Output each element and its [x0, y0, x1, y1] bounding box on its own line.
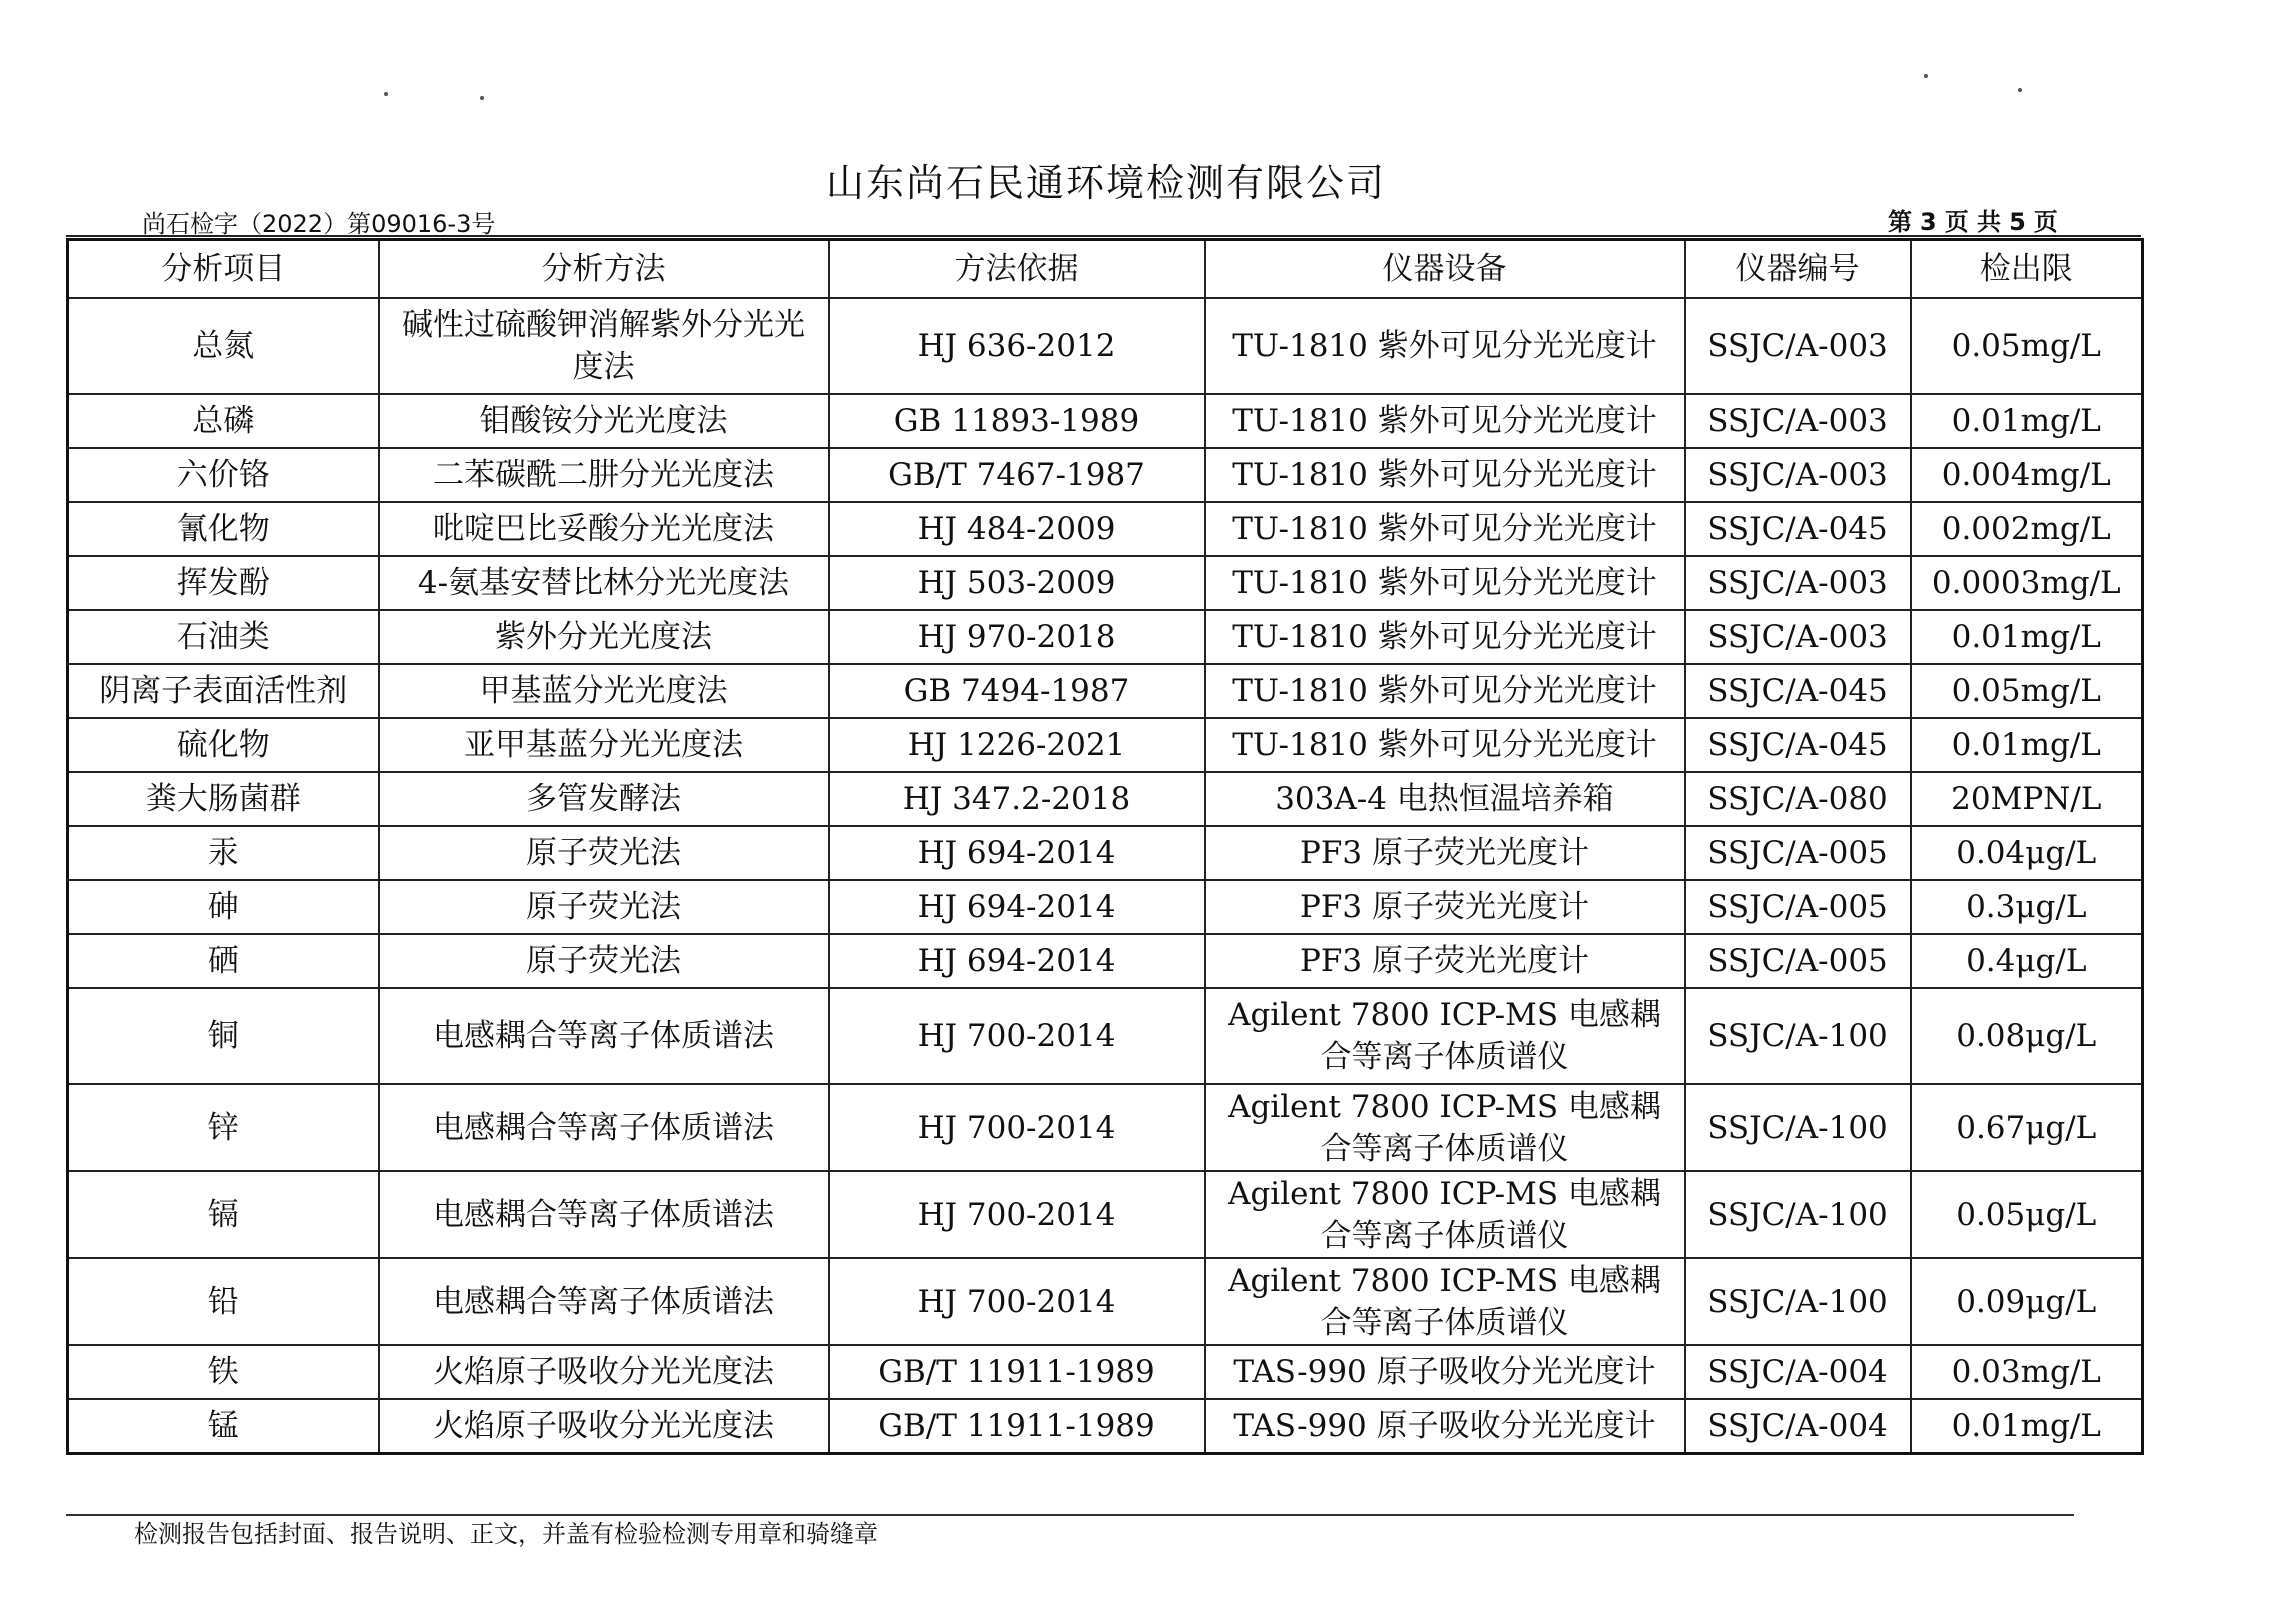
table-header-row [68, 240, 2143, 299]
cell-instrument: Agilent 7800 ICP-MS 电感耦合等离子体质谱仪 [1205, 1258, 1685, 1345]
cell-item: 阴离子表面活性剂 [68, 664, 379, 718]
cell-standard: HJ 484-2009 [829, 502, 1205, 556]
cell-limit: 0.09μg/L [1911, 1258, 2143, 1345]
table-row [68, 1399, 2143, 1454]
cell-instrument: PF3 原子荧光光度计 [1205, 934, 1685, 988]
cell-standard: HJ 1226-2021 [829, 718, 1205, 772]
cell-limit: 0.01mg/L [1911, 1399, 2143, 1454]
cell-instrument: TU-1810 紫外可见分光光度计 [1205, 610, 1685, 664]
cell-limit: 0.04μg/L [1911, 826, 2143, 880]
cell-item: 锰 [68, 1399, 379, 1454]
cell-standard: GB 11893-1989 [829, 394, 1205, 448]
table-row [68, 1345, 2143, 1399]
table-row [68, 298, 2143, 394]
cell-standard: HJ 347.2-2018 [829, 772, 1205, 826]
cell-item: 六价铬 [68, 448, 379, 502]
cell-code: SSJC/A-004 [1685, 1345, 1911, 1399]
table-row [68, 1171, 2143, 1258]
cell-instrument: TU-1810 紫外可见分光光度计 [1205, 664, 1685, 718]
cell-limit: 20MPN/L [1911, 772, 2143, 826]
cell-code: SSJC/A-005 [1685, 826, 1911, 880]
scan-speck [1924, 74, 1928, 78]
cell-standard: GB 7494-1987 [829, 664, 1205, 718]
table-row [68, 880, 2143, 934]
table-row [68, 556, 2143, 610]
cell-limit: 0.08μg/L [1911, 988, 2143, 1084]
cell-limit: 0.3μg/L [1911, 880, 2143, 934]
cell-instrument: 303A-4 电热恒温培养箱 [1205, 772, 1685, 826]
cell-code: SSJC/A-045 [1685, 718, 1911, 772]
cell-item: 石油类 [68, 610, 379, 664]
table-row [68, 718, 2143, 772]
cell-code: SSJC/A-100 [1685, 1084, 1911, 1171]
cell-standard: HJ 694-2014 [829, 880, 1205, 934]
scan-speck [384, 92, 388, 96]
cell-code: SSJC/A-005 [1685, 880, 1911, 934]
page-total: 5 [2009, 208, 2026, 236]
cell-standard: GB/T 11911-1989 [829, 1399, 1205, 1454]
cell-instrument: PF3 原子荧光光度计 [1205, 826, 1685, 880]
col-header-item: 分析项目 [68, 240, 379, 299]
page-current: 3 [1920, 208, 1937, 236]
page-indicator [1884, 202, 2062, 237]
cell-limit: 0.03mg/L [1911, 1345, 2143, 1399]
cell-standard: HJ 700-2014 [829, 1171, 1205, 1258]
report-number: 尚石检字（2022）第09016-3号 [142, 210, 496, 238]
page-suffix: 页 [2033, 208, 2058, 236]
cell-instrument: TU-1810 紫外可见分光光度计 [1205, 502, 1685, 556]
col-header-standard: 方法依据 [829, 240, 1205, 299]
cell-instrument: TU-1810 紫外可见分光光度计 [1205, 556, 1685, 610]
cell-code: SSJC/A-003 [1685, 556, 1911, 610]
page-prefix: 第 [1888, 208, 1912, 236]
cell-method: 紫外分光光度法 [379, 610, 829, 664]
cell-item: 镉 [68, 1171, 379, 1258]
cell-standard: HJ 503-2009 [829, 556, 1205, 610]
cell-method: 原子荧光法 [379, 934, 829, 988]
cell-code: SSJC/A-045 [1685, 502, 1911, 556]
cell-item: 硒 [68, 934, 379, 988]
cell-code: SSJC/A-100 [1685, 1258, 1911, 1345]
cell-item: 总氮 [68, 298, 379, 394]
cell-standard: HJ 700-2014 [829, 988, 1205, 1084]
cell-code: SSJC/A-100 [1685, 988, 1911, 1084]
cell-limit: 0.05μg/L [1911, 1171, 2143, 1258]
cell-standard: HJ 700-2014 [829, 1258, 1205, 1345]
table-row [68, 988, 2143, 1084]
cell-method: 亚甲基蓝分光光度法 [379, 718, 829, 772]
cell-standard: HJ 700-2014 [829, 1084, 1205, 1171]
cell-code: SSJC/A-005 [1685, 934, 1911, 988]
cell-limit: 0.004mg/L [1911, 448, 2143, 502]
cell-method: 4-氨基安替比林分光光度法 [379, 556, 829, 610]
cell-instrument: Agilent 7800 ICP-MS 电感耦合等离子体质谱仪 [1205, 988, 1685, 1084]
cell-limit: 0.0003mg/L [1911, 556, 2143, 610]
cell-method: 钼酸铵分光光度法 [379, 394, 829, 448]
footer-note: 检测报告包括封面、报告说明、正文，并盖有检验检测专用章和骑缝章 [134, 1520, 878, 1548]
table-row [68, 664, 2143, 718]
cell-method: 电感耦合等离子体质谱法 [379, 988, 829, 1084]
table-row [68, 934, 2143, 988]
cell-instrument: TU-1810 紫外可见分光光度计 [1205, 298, 1685, 394]
cell-standard: GB/T 11911-1989 [829, 1345, 1205, 1399]
cell-instrument: TU-1810 紫外可见分光光度计 [1205, 718, 1685, 772]
cell-code: SSJC/A-003 [1685, 448, 1911, 502]
cell-limit: 0.05mg/L [1911, 664, 2143, 718]
cell-limit: 0.01mg/L [1911, 718, 2143, 772]
cell-item: 粪大肠菌群 [68, 772, 379, 826]
table-row [68, 394, 2143, 448]
cell-code: SSJC/A-004 [1685, 1399, 1911, 1454]
cell-limit: 0.67μg/L [1911, 1084, 2143, 1171]
table-row [68, 1258, 2143, 1345]
cell-limit: 0.01mg/L [1911, 610, 2143, 664]
col-header-limit: 检出限 [1911, 240, 2143, 299]
cell-standard: GB/T 7467-1987 [829, 448, 1205, 502]
cell-method: 电感耦合等离子体质谱法 [379, 1084, 829, 1171]
table-row [68, 826, 2143, 880]
cell-method: 电感耦合等离子体质谱法 [379, 1171, 829, 1258]
cell-standard: HJ 970-2018 [829, 610, 1205, 664]
cell-limit: 0.002mg/L [1911, 502, 2143, 556]
scan-speck [480, 96, 484, 100]
cell-code: SSJC/A-100 [1685, 1171, 1911, 1258]
analysis-methods-table [66, 238, 2144, 1455]
cell-item: 汞 [68, 826, 379, 880]
cell-item: 铅 [68, 1258, 379, 1345]
cell-standard: HJ 694-2014 [829, 826, 1205, 880]
scan-speck [2018, 88, 2022, 92]
cell-code: SSJC/A-045 [1685, 664, 1911, 718]
cell-method: 火焰原子吸收分光光度法 [379, 1345, 829, 1399]
cell-limit: 0.05mg/L [1911, 298, 2143, 394]
cell-code: SSJC/A-080 [1685, 772, 1911, 826]
cell-instrument: TAS-990 原子吸收分光光度计 [1205, 1345, 1685, 1399]
cell-instrument: Agilent 7800 ICP-MS 电感耦合等离子体质谱仪 [1205, 1171, 1685, 1258]
cell-item: 挥发酚 [68, 556, 379, 610]
cell-limit: 0.01mg/L [1911, 394, 2143, 448]
cell-method: 碱性过硫酸钾消解紫外分光光度法 [379, 298, 829, 394]
cell-item: 总磷 [68, 394, 379, 448]
col-header-method: 分析方法 [379, 240, 829, 299]
cell-code: SSJC/A-003 [1685, 610, 1911, 664]
table-row [68, 448, 2143, 502]
cell-method: 原子荧光法 [379, 880, 829, 934]
cell-method: 多管发酵法 [379, 772, 829, 826]
table-row [68, 610, 2143, 664]
col-header-instrument: 仪器设备 [1205, 240, 1685, 299]
table-row [68, 1084, 2143, 1171]
cell-item: 铜 [68, 988, 379, 1084]
cell-standard: HJ 694-2014 [829, 934, 1205, 988]
company-title: 山东尚石民通环境检测有限公司 [825, 161, 1386, 205]
cell-method: 二苯碳酰二肼分光光度法 [379, 448, 829, 502]
cell-code: SSJC/A-003 [1685, 298, 1911, 394]
cell-instrument: PF3 原子荧光光度计 [1205, 880, 1685, 934]
cell-method: 火焰原子吸收分光光度法 [379, 1399, 829, 1454]
cell-instrument: TU-1810 紫外可见分光光度计 [1205, 394, 1685, 448]
page-mid: 页 共 [1944, 208, 2002, 236]
cell-method: 原子荧光法 [379, 826, 829, 880]
cell-instrument: TU-1810 紫外可见分光光度计 [1205, 448, 1685, 502]
cell-item: 锌 [68, 1084, 379, 1171]
cell-item: 砷 [68, 880, 379, 934]
cell-method: 吡啶巴比妥酸分光光度法 [379, 502, 829, 556]
col-header-code: 仪器编号 [1685, 240, 1911, 299]
cell-instrument: Agilent 7800 ICP-MS 电感耦合等离子体质谱仪 [1205, 1084, 1685, 1171]
cell-instrument: TAS-990 原子吸收分光光度计 [1205, 1399, 1685, 1454]
cell-code: SSJC/A-003 [1685, 394, 1911, 448]
cell-item: 铁 [68, 1345, 379, 1399]
table-row [68, 502, 2143, 556]
cell-item: 硫化物 [68, 718, 379, 772]
header-rule [66, 235, 2141, 237]
cell-standard: HJ 636-2012 [829, 298, 1205, 394]
cell-item: 氰化物 [68, 502, 379, 556]
cell-method: 电感耦合等离子体质谱法 [379, 1258, 829, 1345]
cell-limit: 0.4μg/L [1911, 934, 2143, 988]
table-row [68, 772, 2143, 826]
cell-method: 甲基蓝分光光度法 [379, 664, 829, 718]
